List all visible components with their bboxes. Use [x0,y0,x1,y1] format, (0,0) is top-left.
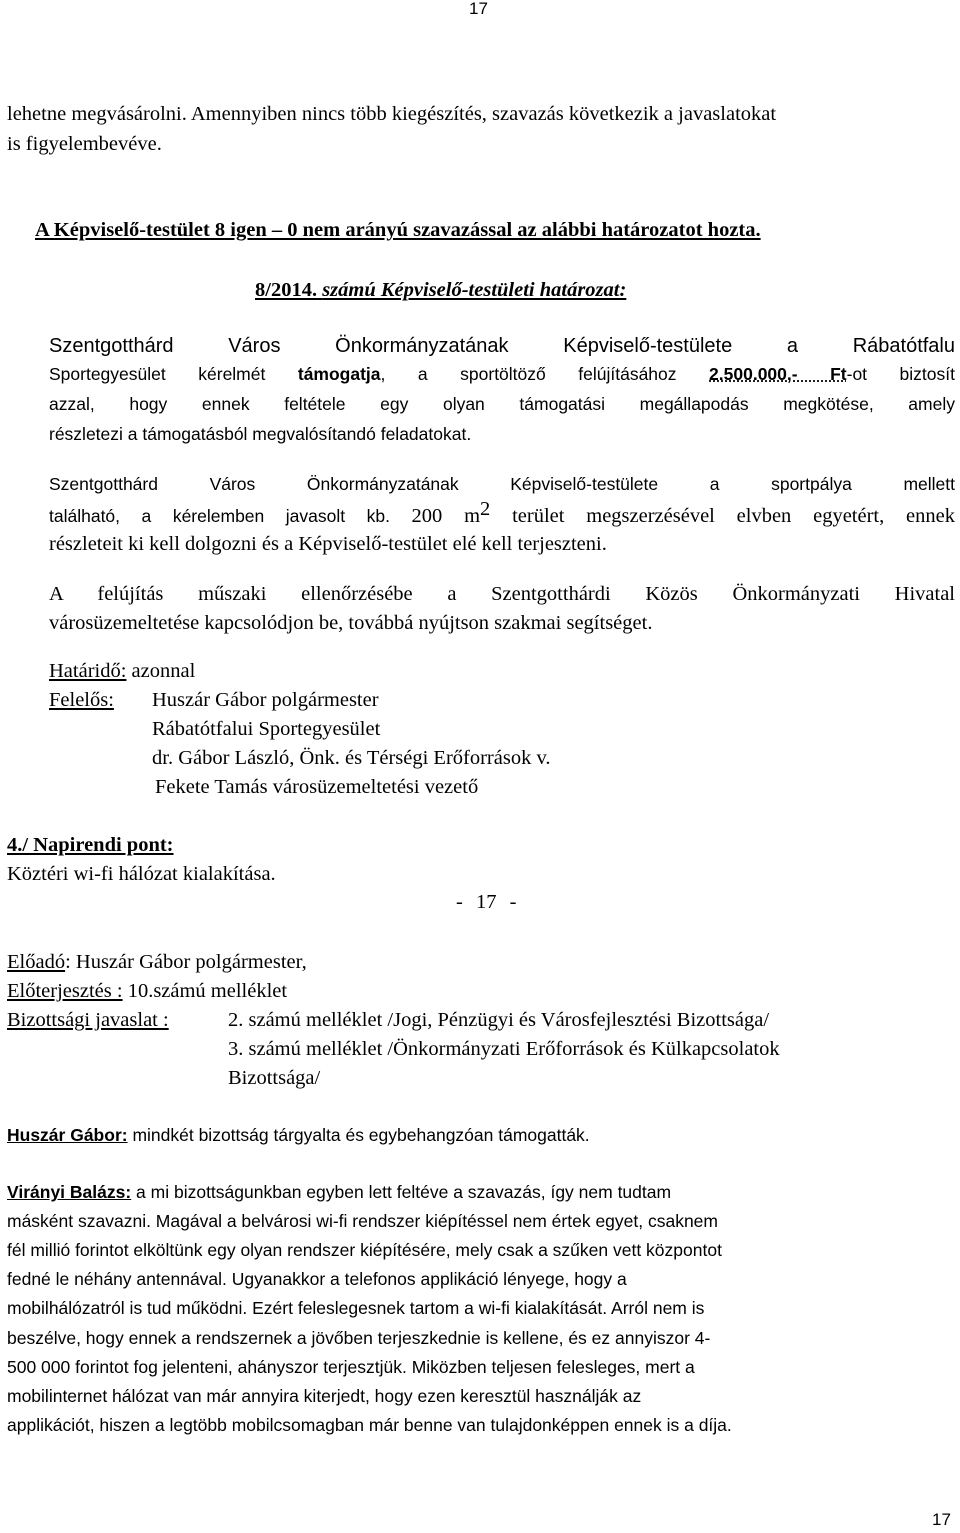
committee-proposal-3: Bizottsága/ [228,1067,321,1089]
viranyi-line-5: mobilhálózatról is tud működni. Ezért feleslegesnek tartom a wi-fi kialakítását. Arról nem is [7,1298,705,1318]
committee-proposal-1: 2. számú melléklet /Jogi, Pénzügyi és Városfejlesztési Bizottsága/ [228,1009,770,1031]
p2-line-1: Szentgotthárd Város Önkormányzatának Képviselő-testülete a sportpálya mellett [49,474,955,494]
speaker-viranyi: Virányi Balázs: [7,1182,132,1202]
p3-line-1: A felújítás műszaki ellenőrzésébe a Szentgotthárdi Közös Önkormányzati Hivatal [49,583,955,605]
viranyi-line-9: applikációt, hiszen a legtöbb mobilcsomagban már benne van tulajdonképpen ennek is a díja. [7,1415,732,1435]
responsible-label: Felelős: [49,689,114,711]
viranyi-line-8: mobilinternet hálózat van már annyira kiterjedt, hogy ezen keresztül használják az [7,1386,642,1406]
speaker-huszar: Huszár Gábor: [7,1125,128,1145]
p1-line-1: Szentgotthárd Város Önkormányzatának Képviselő-testülete a Rábatótfalu [49,335,955,357]
p1-line-2: Sportegyesület kérelmét támogatja, a sportöltöző felújításához 2.500.000,- Ft-ot biztosít [49,364,955,384]
committee-label: Bizottsági javaslat : [7,1009,169,1031]
agenda-title: Köztéri wi-fi hálózat kialakítása. [7,863,276,885]
submission-value: 10.számú melléklet [122,980,288,1002]
footer-page-number: 17 [932,1510,951,1529]
deadline-label: Határidő: [49,660,127,682]
responsible-1: Huszár Gábor polgármester [152,689,379,711]
p2-line-3: részleteit ki kell dolgozni és a Képviselő-testület elé kell terjeszteni. [49,533,607,555]
vote-statement: A Képviselő-testület 8 igen – 0 nem arányú szavazással az alábbi határozatot hozta. [35,219,761,241]
presenter-value: : Huszár Gábor polgármester, [65,951,307,973]
deadline-value: azonnal [126,660,196,682]
responsible-3: dr. Gábor László, Önk. és Térségi Erőforrások v. [152,747,551,769]
presenter-row [7,952,307,973]
support-amount: 2.500.000,- Ft [709,364,847,384]
responsible-4: Fekete Tamás városüzemeltetési vezető [155,776,479,798]
viranyi-line-7: 500 000 forintot fog jelenteni, ahányszor terjesztjük. Miközben teljesen felesleges, mert a [7,1357,695,1377]
viranyi-line-3: fél millió forintot elköltünk egy olyan rendszer kiépítésére, mely csak a szűken vett központot [7,1240,722,1260]
viranyi-line-4: fedné le néhány antennával. Ugyanakkor a telefonos applikáció lényege, hogy a [7,1269,627,1289]
header-page-number: 17 [469,0,488,18]
page-marker: - 17 - [456,891,517,913]
responsible-2: Rábatótfalui Sportegyesület [152,718,381,740]
agenda-label: 4./ Napirendi pont: [7,834,174,856]
deadline-row [49,661,195,682]
intro-line-1: lehetne megvásárolni. Amennyiben nincs több kiegészítés, szavazás következik a javaslatokat [7,103,777,125]
viranyi-line-2: másként szavazni. Magával a belvárosi wi-fi rendszer kiépítéssel nem értek egyet, csaknem [7,1211,718,1231]
p1-line-4: részletezi a támogatásból megvalósítandó feladatokat. [49,424,472,444]
intro-line-2: is figyelembevéve. [7,133,162,155]
submission-label: Előterjesztés : [7,980,123,1002]
presenter-label: Előadó [7,951,66,973]
resolution-number: 8/2014. [255,279,318,301]
resolution-heading [255,280,626,301]
committee-proposal-2: 3. számú melléklet /Önkormányzati Erőforrások és Külkapcsolatok [228,1038,780,1060]
p1-line-3: azzal, hogy ennek feltétele egy olyan támogatási megállapodás megkötése, amely [49,394,955,414]
viranyi-line-6: beszélve, hogy ennek a rendszernek a jövőben terjeszkednie is kellene, és ez annyiszor 4- [7,1328,711,1348]
viranyi-line-1: Virányi Balázs: a mi bizottságunkban egyben lett feltéve a szavazás, így nem tudtam [7,1182,672,1202]
resolution-title: számú Képviselő-testületi határozat: [322,279,627,301]
huszar-statement: Huszár Gábor: mindkét bizottság tárgyalta és egybehangzóan támogatták. [7,1125,590,1145]
submission-row [7,981,287,1002]
p3-line-2: városüzemeltetése kapcsolódjon be, továbbá nyújtson szakmai segítséget. [49,612,653,634]
p2-line-2: található, a kérelemben javasolt kb. 200 $m^2$ terület megszerzésével elvben egyetért, ennek [49,498,955,527]
